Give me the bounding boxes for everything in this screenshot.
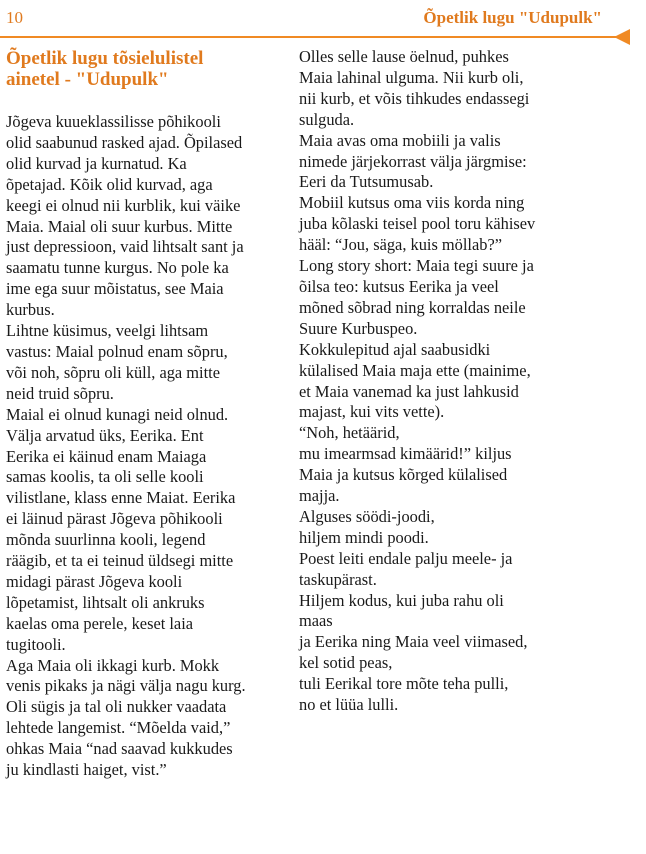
text-line: et Maia vanemad ka just lahkusid xyxy=(299,381,519,401)
text-line: Välja arvatud üks, Eerika. Ent xyxy=(6,425,204,445)
text-line: Maia ja kutsus kõrged külalised xyxy=(299,465,508,485)
text-line: Mobiil kutsus oma viis korda ning xyxy=(299,193,525,213)
text-line: õilsa teo: kutsus Eerika ja veel xyxy=(299,276,499,296)
left-body-text xyxy=(6,112,292,781)
text-line: Suure Kurbuspeo. xyxy=(299,318,418,338)
text-line: Maia avas oma mobiili ja valis xyxy=(299,130,501,150)
text-line: tuli Eerikal tore mõte teha pulli, xyxy=(299,674,509,694)
text-line: ja Eerika ning Maia veel viimased, xyxy=(299,632,528,652)
text-line: külalised Maia maja ette (mainime, xyxy=(299,360,531,380)
text-line: no et lüüa lulli. xyxy=(299,695,399,715)
text-line: Aga Maia oli ikkagi kurb. Mokk xyxy=(6,655,220,675)
text-line: kel sotid peas, xyxy=(299,653,393,673)
text-line: venis pikaks ja nägi välja nagu kurg. xyxy=(6,676,246,696)
text-line: Lihtne küsimus, veelgi lihtsam xyxy=(6,321,209,341)
text-line: Alguses söödi-joodi, xyxy=(299,506,435,526)
text-line: keegi ei olnud nii kurblik, kui väike xyxy=(6,195,241,215)
text-line: kaelas oma perele, keset laia xyxy=(6,613,194,633)
text-line: ju kindlasti haiget, vist.” xyxy=(6,760,167,780)
text-line: majast, kui vits vette). xyxy=(299,402,445,422)
header-rule xyxy=(0,36,622,38)
text-line: ime ega suur mõistatus, see Maia xyxy=(6,279,224,299)
text-line: neid truid sõpru. xyxy=(6,383,114,403)
article-title xyxy=(6,48,292,90)
text-line: maas xyxy=(299,611,333,631)
text-line: majja. xyxy=(299,486,340,506)
text-line: samas koolis, ta oli selle kooli xyxy=(6,467,204,487)
text-line: Eeri da Tutsumusab. xyxy=(299,172,434,192)
text-line: midagi pärast Jõgeva kooli xyxy=(6,571,183,591)
text-line: vastus: Maial polnud enam sõpru, xyxy=(6,341,228,361)
text-line: nimede järjekorrast välja järgmise: xyxy=(299,151,527,171)
text-line: “Noh, hetäärid, xyxy=(299,423,400,443)
text-line: just depressioon, vaid lihtsalt sant ja xyxy=(6,237,244,257)
text-line: Oli sügis ja tal oli nukker vaadata xyxy=(6,697,227,717)
text-line: olid saabunud rasked ajad. Õpilased xyxy=(6,132,243,152)
text-line: mõned sõbrad ning korraldas neile xyxy=(299,297,526,317)
article-title-line: ainetel - "Udupulk" xyxy=(6,69,169,90)
text-line: lõpetamist, lihtsalt oli ankruks xyxy=(6,592,205,612)
text-line: Eerika ei käinud enam Maiaga xyxy=(6,446,207,466)
text-line: tugitooli. xyxy=(6,634,66,654)
text-line: ohkas Maia “nad saavad kukkudes xyxy=(6,739,233,759)
text-line: räägib, et ta ei teinud üldsegi mitte xyxy=(6,551,234,571)
text-line: Long story short: Maia tegi suure ja xyxy=(299,256,534,276)
text-line: vilistlane, klass enne Maiat. Eerika xyxy=(6,488,236,508)
text-line: juba kõlaski teisel pool toru kähisev xyxy=(299,214,536,234)
text-line: olid kurvad ja kurnatud. Ka xyxy=(6,153,187,173)
text-line: Maia lahinal ulguma. Nii kurb oli, xyxy=(299,67,524,87)
text-line: kurbus. xyxy=(6,300,55,320)
text-line: Maial ei olnud kunagi neid olnud. xyxy=(6,404,229,424)
right-body-text xyxy=(299,47,599,716)
running-title: Õpetlik lugu "Udupulk" xyxy=(423,8,602,27)
page-number: 10 xyxy=(6,8,23,27)
text-line: Olles selle lause öelnud, puhkes xyxy=(299,47,509,66)
text-line: taskupärast. xyxy=(299,569,377,589)
left-column xyxy=(6,48,292,781)
text-line: ei läinud pärast Jõgeva põhikooli xyxy=(6,509,223,529)
text-line: Kokkulepitud ajal saabusidki xyxy=(299,339,491,359)
right-column xyxy=(299,47,599,716)
article-title-line: Õpetlik lugu tõsielulistel xyxy=(6,48,204,69)
text-line: õpetajad. Kõik olid kurvad, aga xyxy=(6,174,213,194)
text-line: hääl: “Jou, säga, kuis möllab?” xyxy=(299,235,503,255)
text-line: või noh, sõpru oli küll, aga mitte xyxy=(6,362,220,382)
text-line: hiljem mindi poodi. xyxy=(299,527,429,547)
text-line: nii kurb, et võis tihkudes endassegi xyxy=(299,88,530,108)
text-line: Jõgeva kuueklassilisse põhikooli xyxy=(6,112,221,131)
text-line: Hiljem kodus, kui juba rahu oli xyxy=(299,590,504,610)
text-line: Poest leiti endale palju meele- ja xyxy=(299,548,513,568)
text-line: Maia. Maial oli suur kurbus. Mitte xyxy=(6,216,233,236)
text-line: saamatu tunne kurgus. No pole ka xyxy=(6,258,229,278)
text-line: mu imearmsad kimäärid!” kiljus xyxy=(299,444,512,464)
text-line: sulguda. xyxy=(299,109,355,129)
text-line: lehtede langemist. “Mõelda vaid,” xyxy=(6,718,231,738)
rule-arrow-icon xyxy=(614,29,630,45)
text-line: mõnda suurlinna kooli, legend xyxy=(6,530,206,550)
